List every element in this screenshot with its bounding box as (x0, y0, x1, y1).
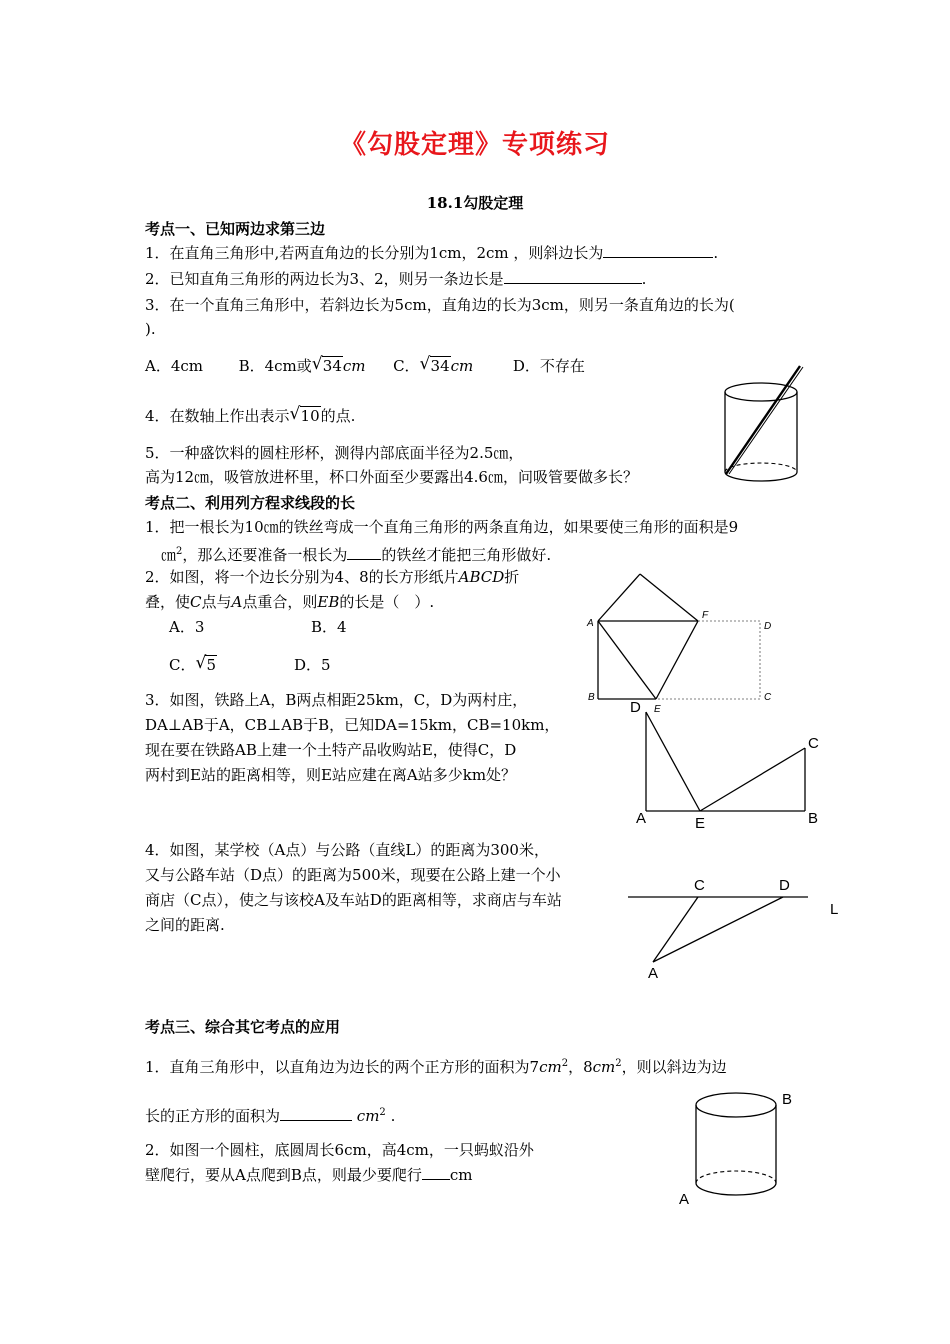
crease-ef (656, 621, 698, 699)
superscript: 2 (176, 546, 183, 557)
answer-blank[interactable] (347, 545, 381, 560)
math-eb: EB (317, 593, 340, 611)
road-figure (626, 872, 846, 984)
segment-ac (653, 897, 698, 962)
section-subtitle: 18.1勾股定理 (426, 194, 524, 212)
label-f: F (702, 610, 709, 621)
answer-blank[interactable] (504, 269, 642, 284)
label-a: A (679, 1191, 690, 1208)
sqrt-symbol: √ 5 (195, 655, 217, 675)
question-1-2 (145, 269, 646, 289)
question-text: ，那么还要准备一根长为 (182, 546, 348, 564)
math-a: A (231, 593, 243, 611)
segment-ad (653, 897, 783, 962)
question-2-4-line1: 4．如图，某学校（A点）与公路（直线L）的距离为300米， (145, 841, 549, 859)
cup-straw-figure (718, 362, 810, 484)
cylinder-bottom-front (696, 1183, 776, 1195)
question-text-end: 的铁丝才能把三角形做好. (381, 546, 552, 564)
question-1-4 (145, 406, 355, 426)
railway-figure (630, 696, 830, 836)
label-d: D (630, 699, 641, 716)
cylinder-top (696, 1093, 776, 1117)
label-a: A (648, 965, 659, 982)
unit-cm: cm (539, 1058, 562, 1076)
section-heading-3: 考点三、综合其它考点的应用 (145, 1018, 341, 1036)
answer-blank[interactable] (603, 243, 713, 258)
question-2-2-line1 (145, 567, 519, 587)
question-2-2-option-d: D．5 (294, 656, 331, 674)
label-a: A (587, 618, 594, 629)
question-2-2-option-a: A．3 (169, 618, 205, 636)
option-b-unit: cm (342, 357, 366, 375)
question-text: 1．直角三角形中，以直角边为边长的两个正方形的面积为7 (145, 1058, 540, 1076)
section-heading-2: 考点二、利用列方程求线段的长 (145, 494, 356, 512)
question-text-end: 的点. (320, 407, 356, 425)
question-2-1-line1: 1．把一根长为10㎝的铁丝弯成一个直角三角形的两条直角边，如果要使三角形的面积是9 (145, 518, 739, 536)
question-text: 折 (504, 568, 520, 586)
question-3-2-line1: 2．如图一个圆柱，底圆周长6cm，高4cm，一只蚂蚁沿外 (145, 1141, 534, 1159)
question-3-2-line2 (145, 1165, 472, 1185)
label-a: A (636, 810, 647, 827)
question-3-1-line1 (145, 1054, 727, 1077)
cylinder-bottom-back (696, 1171, 776, 1183)
label-c: C (764, 692, 772, 703)
straw (726, 366, 800, 474)
question-2-3-line2: DA⊥AB于A，CB⊥AB于B，已知DA=15km，CB=10km， (145, 716, 560, 734)
question-2-3-line1: 3．如图，铁路上A，B两点相距25km，C，D为两村庄， (145, 691, 528, 709)
section-heading-1: 考点一、已知两边求第三边 (145, 220, 326, 238)
cup-bottom-front (725, 472, 797, 481)
segment-ec (700, 748, 805, 811)
sqrt-symbol: √ 10 (290, 406, 321, 426)
question-text: 4．在数轴上作出表示 (145, 407, 290, 425)
question-text: 壁爬行，要从A点爬到B点，则最少要爬行 (145, 1166, 422, 1184)
question-text: ，8 (568, 1058, 593, 1076)
question-1-1 (145, 243, 718, 263)
question-text: 2．已知直角三角形的两边长为3、2，则另一条边长是 (145, 270, 504, 288)
original-rectangle-dashed (598, 621, 760, 699)
option-b: B．4cm或 (238, 357, 312, 375)
page-title: 《勾股定理》专项练习 (339, 130, 610, 160)
option-d: D．不存在 (512, 357, 585, 375)
question-text-end: . (641, 270, 647, 288)
question-1-3-line1: 3．在一个直角三角形中，若斜边长为5cm，直角边的长为3cm，则另一条直角边的长为( (145, 296, 735, 314)
question-text: 叠，使 (145, 593, 191, 611)
question-text: 2．如图，将一个边长分别为4、8的长方形纸片 (145, 568, 459, 586)
question-2-2-option-c (169, 655, 217, 675)
question-2-3-line3: 现在要在铁路AB上建一个土特产品收购站E，使得C，D (145, 741, 517, 759)
question-2-2-option-b: B．4 (311, 618, 347, 636)
label-e: E (695, 815, 706, 832)
label-d: D (779, 877, 790, 894)
sqrt-symbol: √ 34 (420, 356, 451, 376)
label-c: C (694, 877, 705, 894)
segment-de (646, 712, 700, 811)
question-1-5-line1: 5．一种盛饮料的圆柱形杯，测得内部底面半径为2.5㎝， (145, 444, 524, 462)
superscript: 2 (379, 1107, 386, 1118)
label-b: B (808, 810, 819, 827)
question-2-4-line2: 又与公路车站（D点）的距离为500米，现要在公路上建一个小 (145, 866, 561, 884)
question-text: 的长是（ ）. (339, 593, 435, 611)
question-2-3-line4: 两村到E站的距离相等，则E站应建在离A站多少km处？ (145, 766, 517, 784)
question-text: 长的正方形的面积为 (145, 1107, 281, 1125)
label-l: L (830, 901, 839, 918)
question-2-2-line2 (145, 592, 434, 612)
option-c: C． (393, 357, 420, 375)
label-b: B (782, 1091, 793, 1108)
question-1-5-line2: 高为12㎝，吸管放进杯里，杯口外面至少要露出4.6㎝，问吸管要做多长？ (145, 468, 638, 486)
folded-edge (598, 574, 640, 621)
superscript: 2 (615, 1058, 622, 1069)
question-1-3-line2: ). (145, 320, 156, 338)
sqrt-symbol: √ 34 (312, 356, 343, 376)
question-text: 1．在直角三角形中,若两直角边的长分别为1cm，2cm ，则斜边长为 (145, 244, 604, 262)
question-1-3-options (145, 356, 585, 376)
unit-cm: cm (592, 1058, 616, 1076)
question-2-4-line4: 之间的距离. (145, 916, 225, 934)
label-c: C (808, 735, 819, 752)
answer-blank[interactable] (280, 1106, 352, 1121)
option-c: C． (169, 656, 196, 674)
cylinder-figure (676, 1088, 806, 1210)
option-c-unit: cm (450, 357, 474, 375)
question-3-1-line2 (145, 1103, 395, 1126)
question-text: 点重合，则 (242, 593, 318, 611)
fold-line-ae (598, 621, 656, 699)
question-text: ，则以斜边为边 (621, 1058, 727, 1076)
folded-rectangle-figure (587, 572, 780, 715)
label-b: B (588, 692, 595, 703)
label-e: E (654, 704, 661, 715)
question-text-end: cm (449, 1166, 473, 1184)
option-a: A．4cm (145, 357, 204, 375)
math-c: C (190, 593, 202, 611)
question-text-end: . (713, 244, 719, 262)
unit-cm: cm (356, 1107, 380, 1125)
question-2-1-line2 (161, 542, 551, 565)
question-text-end: . (390, 1107, 396, 1125)
answer-blank[interactable] (422, 1165, 450, 1180)
question-text: 点与 (201, 593, 232, 611)
math-abcd: ABCD (458, 568, 505, 586)
label-d: D (764, 621, 772, 632)
folded-edge (640, 574, 698, 621)
unit-cm: ㎝ (161, 546, 177, 564)
superscript: 2 (561, 1058, 569, 1069)
question-2-4-line3: 商店（C点），使之与该校A及车站D的距离相等，求商店与车站 (145, 891, 562, 909)
